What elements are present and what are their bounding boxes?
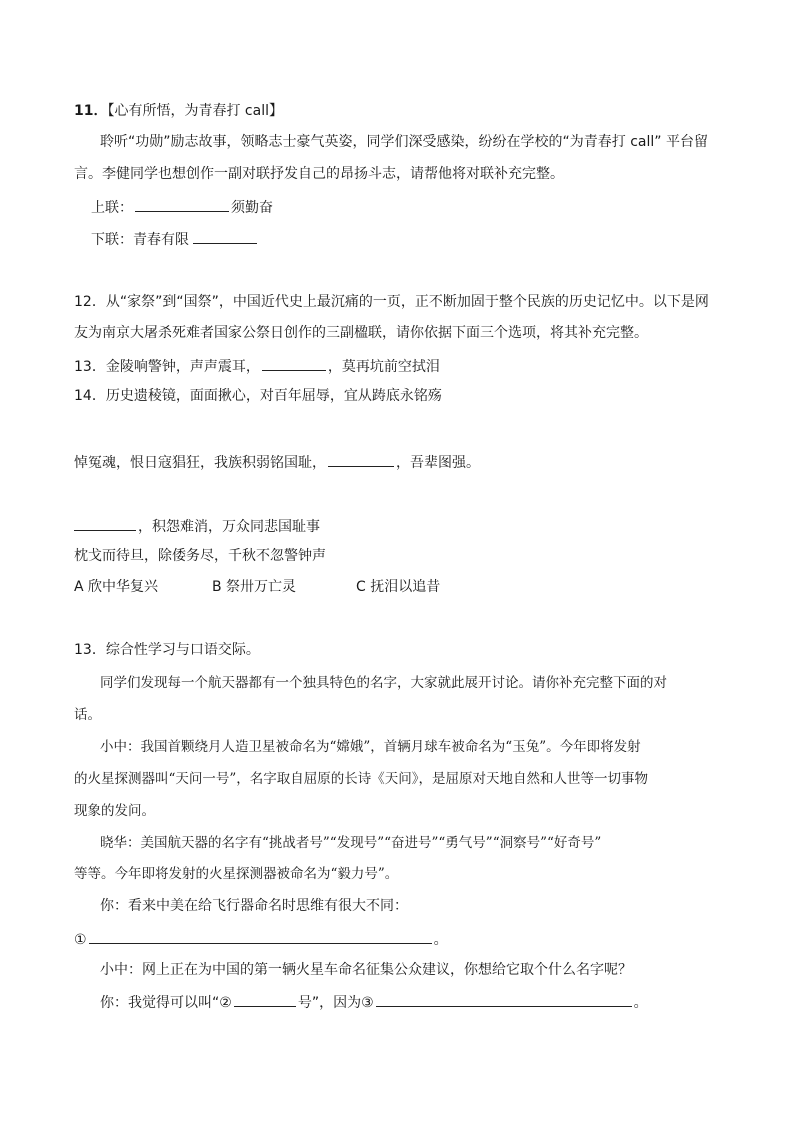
xiaohua-line-1: 晓华：美国航天器的名字有“挑战者号”“发现号”“奋进号”“勇气号”“洞察号”“好奇号” (100, 835, 602, 851)
q12-couplet-b (74, 515, 320, 537)
answer-1-blank[interactable] (89, 928, 432, 944)
option-b: B 祭卅万亡灵 (212, 579, 297, 595)
q11-upper-couplet (91, 196, 273, 218)
q12-couplet-a (74, 451, 480, 473)
q13-heading: 13．综合性学习与口语交际。 (74, 642, 260, 658)
answer-3-blank[interactable] (376, 991, 632, 1007)
q12-intro-line-1: 12．从“家祭”到“国祭”，中国近代史上最沉痛的一页，正不断加固于整个民族的历史记忆中。以下是网 (74, 294, 709, 310)
q13-intro-line-1: 同学们发现每一个航天器都有一个独具特色的名字，大家就此展开讨论。请你补充完整下面的对 (100, 675, 667, 691)
answer-1-line (74, 928, 448, 950)
line-13-blank[interactable] (262, 355, 326, 371)
you-2-mid: 号”，因为 (297, 995, 362, 1011)
couplet-b-suffix: ，积怨难消，万众同悲国耻事 (138, 519, 320, 535)
line-13-prefix: 13．金陵响警钟，声声震耳， (74, 359, 260, 375)
lower-couplet-label: 下联：青春有限 (91, 232, 189, 248)
xiaohua-line-2: 等等。今年即将发射的火星探测器被命名为“毅力号”。 (74, 866, 399, 882)
upper-couplet-blank[interactable] (135, 196, 229, 212)
option-a: A 欣中华复兴 (74, 579, 159, 595)
xiaozhong-line-3: 现象的发问。 (74, 803, 155, 819)
couplet-a-suffix: ，吾辈图强。 (396, 455, 480, 471)
you-2-prefix: 你：我觉得可以叫“ (100, 995, 220, 1011)
q12-couplet-c: 枕戈而待旦，除倭务尽，千秋不忽警钟声 (74, 548, 326, 564)
q11-number: 11． (74, 103, 108, 119)
couplet-a-prefix: 悼冤魂，恨日寇猖狂，我族积弱铭国耻， (74, 455, 326, 471)
you-line-2 (100, 991, 648, 1013)
q11-title: 【心有所悟，为青春打 call】 (107, 103, 283, 119)
couplet-b-blank[interactable] (74, 515, 136, 531)
you-line-1: 你：看来中美在给飞行器命名时思维有很大不同： (100, 898, 408, 914)
xiaozhong-line-1: 小中：我国首颗绕月人造卫星被命名为“嫦娥”，首辆月球车被命名为“玉兔”。今年即将发射 (100, 739, 641, 755)
circled-1-label: ① (74, 932, 87, 948)
answer-2-blank[interactable] (234, 991, 296, 1007)
circled-3-label: ③ (361, 995, 374, 1011)
line-13-suffix: ，莫再坑前空拭泪 (327, 359, 440, 375)
couplet-a-blank[interactable] (328, 451, 394, 467)
upper-couplet-label: 上联： (91, 200, 133, 216)
answer-1-period: 。 (433, 932, 448, 948)
lower-couplet-blank[interactable] (193, 228, 257, 244)
q12-line-13 (74, 355, 440, 377)
q12-intro-line-2: 友为南京大屠杀死难者国家公祭日创作的三副楹联，请你依据下面三个选项，将其补充完整。 (74, 325, 648, 341)
q13-intro-line-2: 话。 (74, 707, 101, 723)
q11-lower-couplet (91, 228, 259, 250)
q11-title-line (74, 101, 283, 121)
q11-paragraph-line-2: 言。李健同学也想创作一副对联抒发自己的昂扬斗志，请帮他将对联补充完整。 (74, 166, 564, 182)
circled-2-label: ② (219, 995, 232, 1011)
option-c: C 抚泪以追昔 (356, 579, 441, 595)
upper-couplet-suffix: 须勤奋 (231, 200, 273, 216)
xiaozhong-question: 小中：网上正在为中国的第一辆火星车命名征集公众建议，你想给它取个什么名字呢？ (100, 962, 632, 978)
xiaozhong-line-2: 的火星探测器叫“天问一号”，名字取自屈原的长诗《天问》，是屈原对天地自然和人世等一切事物 (74, 771, 649, 787)
answer-3-period: 。 (633, 995, 648, 1011)
q11-paragraph-line-1: 聆听“功勋”励志故事，领略志士豪气英姿，同学们深受感染，纷纷在学校的“为青春打 call” 平台留 (100, 134, 708, 150)
q12-line-14: 14．历史遗稜镜，面面揪心，对百年屈辱，宜从踌底永铭殇 (74, 388, 442, 404)
